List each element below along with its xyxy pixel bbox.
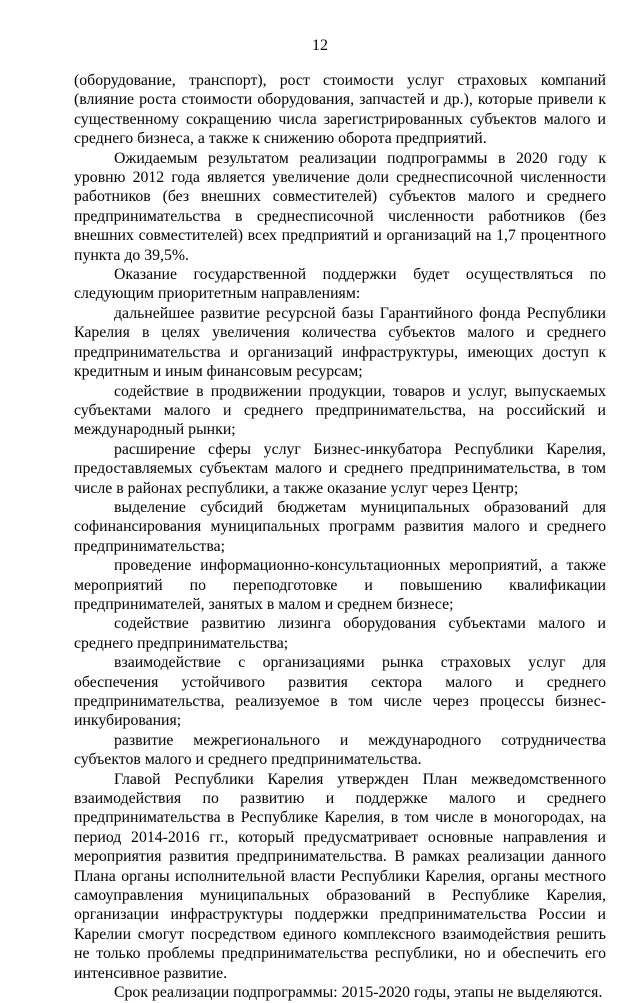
list-item-municipal-subsidies: выделение субсидий бюджетам муниципальных образований для софинансирования муниципальных программ развития малого и среднего предпринимательства; [74, 498, 606, 555]
list-item-guarantee-fund: дальнейшее развитие ресурсной базы Гарантийного фонда Республики Карелия в целях увеличения количества субъектов малого и среднего предпринимательства и организаций инфраструктуры, имеющих доступ к кредитным и иным финансовым ресурсам; [74, 304, 606, 381]
page-number: 12 [312, 37, 328, 54]
paragraph-insurance-impact: (оборудование, транспорт), рост стоимости услуг страховых компаний (влияние роста стоимости оборудования, запчастей и др.), которые привели к существенному сокращению числа зарегистрированных субъектов малого и среднего бизнеса, а также к снижению оборота предприятий. [74, 72, 606, 148]
list-item-market-promotion: содействие в продвижении продукции, товаров и услуг, выпускаемых субъектами малого и среднего предпринимательства, на российский и международный рынки; [74, 382, 606, 439]
paragraph-support-directions-intro: Оказание государственной поддержки будет осуществляться по следующим приоритетным направлениям: [74, 266, 606, 303]
paragraph-implementation-period: Срок реализации подпрограммы: 2015-2020 годы, этапы не выделяются. [114, 984, 603, 1002]
paragraph-expected-result: Ожидаемым результатом реализации подпрограммы в 2020 году к уровню 2012 года является увеличение доли среднесписочной численности работников (без внешних совместителей) субъектов малого и среднего предпринимательства в среднесписочной численности работников (без внешних совместителей) всех предприятий и организаций на 1,7 процентного пункта до 39,5%. [74, 149, 606, 264]
document-body [74, 71, 606, 1003]
list-item-interregional-cooperation: развитие межрегионального и международного сотрудничества субъектов малого и среднего предпринимательства. [74, 731, 606, 769]
list-item-business-incubator: расширение сферы услуг Бизнес-инкубатора Республики Карелия, предоставляемых субъектам малого и среднего предпринимательства, в том числе в районах республики, а также оказание услуг через Центр; [74, 440, 606, 497]
list-item-leasing: содействие развитию лизинга оборудования субъектами малого и среднего предпринимательства; [74, 615, 606, 652]
list-item-insurance-cooperation: взаимодействие с организациями рынка страховых услуг для обеспечения устойчивого развития сектора малого и среднего предпринимательства, реализуемое в том числе через процессы бизнес-инкубирования; [74, 654, 606, 730]
list-item-consulting-training: проведение информационно-консультационных мероприятий, а также мероприятий по переподготовке и повышению квалификации предпринимателей, занятых в малом и среднем бизнесе; [74, 557, 606, 613]
paragraph-interagency-plan: Главой Республики Карелия утвержден План межведомственного взаимодействия по развитию и поддержке малого и среднего предпринимательства в Республике Карелия, в том числе в моногородах, на период 2014-2016 гг., который предусматривает основные направления и мероприятия развития предпринимательства. В рамках реализации данного Плана органы исполнительной власти Республики Карелия, органы местного самоуправления муниципальных образований в Республике Карелия, организации инфраструктуры поддержки предпринимательства России и Карелии смогут посредством единого комплексного взаимодействия решить не только проблемы предпринимательства республики, но и обеспечить его интенсивное развитие. [74, 770, 606, 982]
